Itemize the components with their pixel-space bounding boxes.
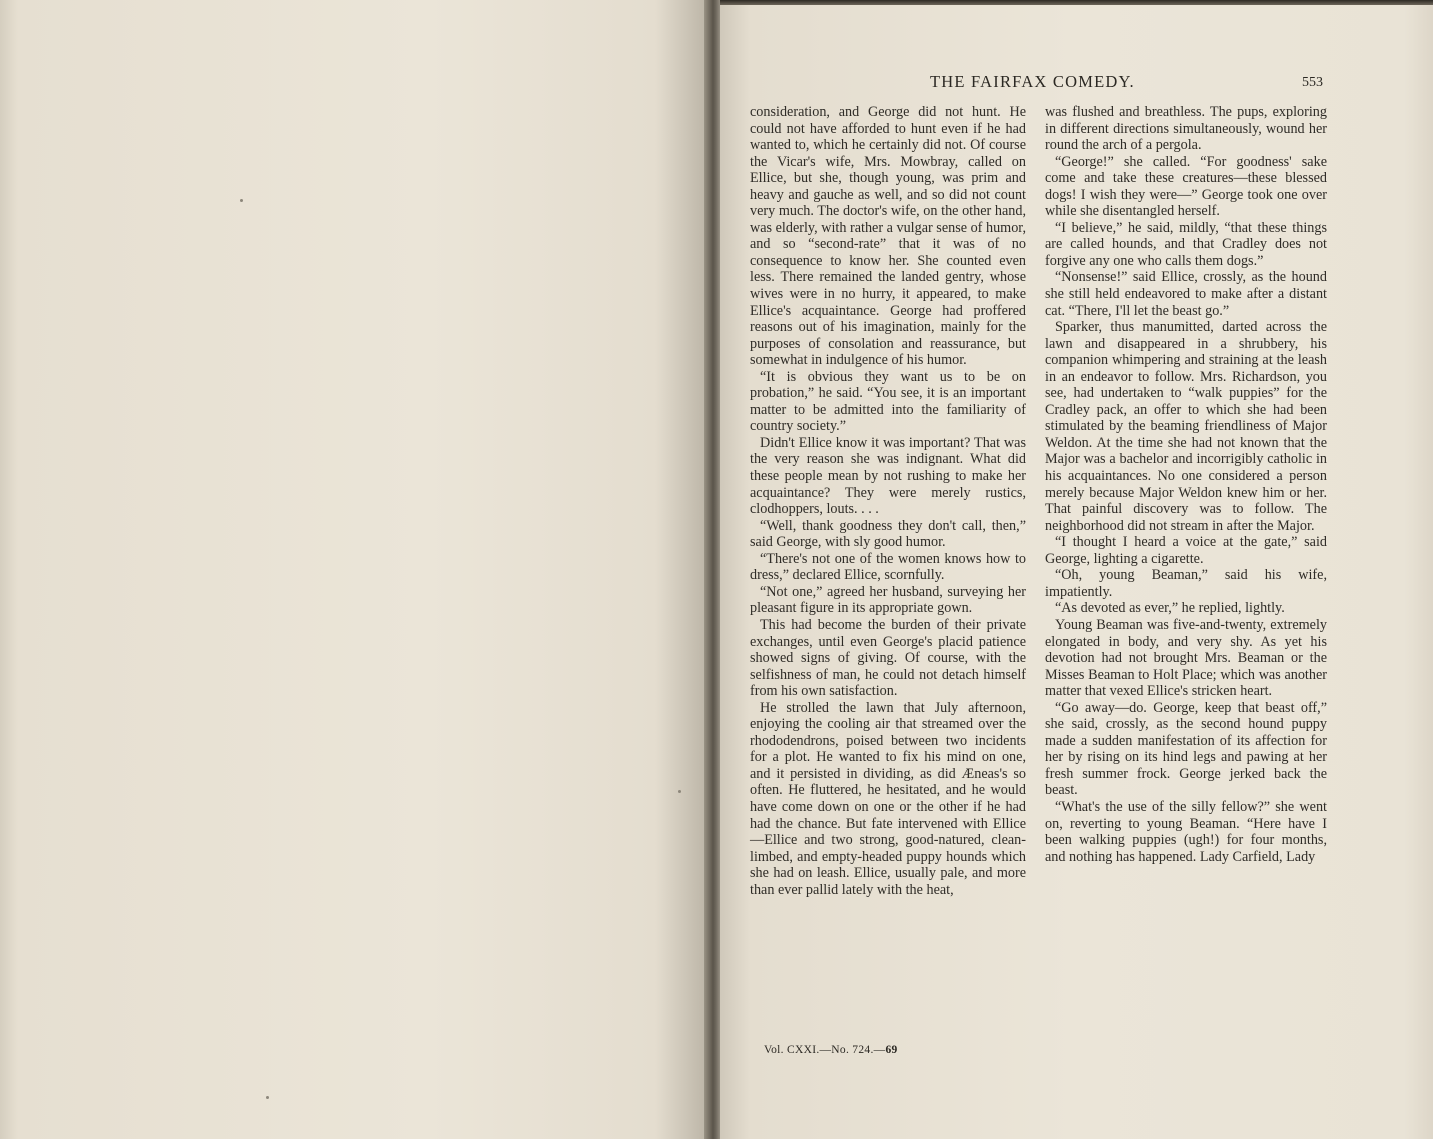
signature-mark: 69	[885, 1044, 898, 1056]
page-top-edge	[720, 0, 1433, 5]
paragraph: “As devoted as ever,” he replied, lightly.	[1055, 600, 1285, 617]
paragraph: “Not one,” agreed her husband, surveying her pleasant figure in its appropriate gown.	[750, 583, 1026, 617]
paragraph: “There's not one of the women knows how to dress,” declared Ellice, scornfully.	[750, 550, 1026, 584]
paragraph: Young Beaman was five-and-twenty, extremely elongated in body, and very shy. As yet his devotion had not brought Mrs. Beaman or the Misses Beaman to Holt Place; which was another matter that vexed Ellice's stricken heart.	[1045, 616, 1327, 700]
paragraph: “Oh, young Beaman,” said his wife, impatiently.	[1045, 567, 1327, 600]
paragraph: consideration, and George did not hunt. He could not have afforded to hunt even if he had wanted to, which he certainly did not. Of course the Vicar's wife, Mrs. Mowbray, called on Ellice, but she, though young, was prim and heavy and gauche as well, and so did not count very much. The doctor's wife, on the other hand, was elderly, with rather a vulgar sense of humor, and so “second-rate” that it was of no consequence to know her. She counted even less. There remained the landed gentry, whose wives were in no hurry, it appeared, to make Ellice's acquaintance. George had proffered reasons out of his imagination, mainly for the purposes of consolation and reassurance, but somewhat in indulgence of his humor.	[750, 104, 1026, 369]
paper-speck	[266, 1096, 269, 1099]
paper-speck	[678, 790, 681, 793]
paragraph: “George!” she called. “For goodness' sake come and take these creatures—these blessed dogs! I wish they were—” George took one over while she disentangled herself.	[1045, 153, 1327, 220]
volume-number: Vol. CXXI.—No. 724.—	[764, 1044, 886, 1056]
left-page-blank	[0, 0, 712, 1139]
paper-speck	[240, 199, 243, 202]
signature-line	[764, 1044, 898, 1056]
paragraph: Didn't Ellice know it was important? That was the very reason she was indignant. What did these people mean by not rushing to make her acquaintance? They were merely rustics, clodhoppers, louts. . . .	[750, 434, 1026, 518]
paragraph: “What's the use of the silly fellow?” she went on, reverting to young Beaman. “Here have I been walking puppies (ugh!) for four months, and nothing has happened. Lady Carfield, Lady	[1045, 798, 1327, 865]
paragraph: Sparker, thus manumitted, darted across the lawn and disappeared in a shrubbery, his companion whimpering and straining at the leash in an endeavor to follow. Mrs. Richardson, you see, had undertaken to “walk puppies” for the Cradley pack, an offer to which she had been stimulated by the beaming friendliness of Major Weldon. At the time she had not known that the Major was a bachelor and incorrigibly catholic in his acquaintances. No one considered a person merely because Major Weldon knew him or her. That painful discovery was to follow. The neighborhood did not stream in after the Major.	[1045, 319, 1327, 534]
paragraph: “Well, thank goodness they don't call, then,” said George, with sly good humor.	[750, 517, 1026, 551]
running-title: THE FAIRFAX COMEDY.	[930, 72, 1135, 91]
text-column-right	[1045, 104, 1327, 865]
paragraph: “Go away—do. George, keep that beast off,” she said, crossly, as the second hound puppy made a sudden manifestation of its affection for her by rising on its hind legs and pawing at her fresh summer frock. George jerked back the beast.	[1045, 699, 1327, 799]
text-column-left	[750, 104, 1026, 898]
page-number: 553	[1302, 75, 1323, 90]
paragraph: “I believe,” he said, mildly, “that these things are called hounds, and that Cradley does not forgive any one who calls them dogs.”	[1045, 219, 1327, 269]
paragraph: This had become the burden of their private exchanges, until even George's placid patience showed signs of giving. Of course, with the selfishness of man, he could not detach himself from his own satisfaction.	[750, 616, 1026, 700]
paragraph: “It is obvious they want us to be on probation,” he said. “You see, it is an important matter to be admitted into the familiarity of country society.”	[750, 368, 1026, 435]
paragraph: “I thought I heard a voice at the gate,” said George, lighting a cigarette.	[1045, 534, 1327, 567]
paragraph: was flushed and breathless. The pups, exploring in different directions simultaneously, wound her round the arch of a pergola.	[1045, 104, 1327, 154]
paragraph: “Nonsense!” said Ellice, crossly, as the hound she still held endeavored to make after a distant cat. “There, I'll let the beast go.”	[1045, 269, 1327, 319]
paragraph: He strolled the lawn that July afternoon, enjoying the cooling air that streamed over the rhododendrons, poised between two incidents for a plot. He wanted to fix his mind on one, and it persisted in dividing, as did Æneas's so often. He fluttered, he hesitated, and he would have come down on one or the other if he had had the chance. But fate intervened with Ellice—Ellice and two strong, good-natured, clean-limbed, and empty-headed puppy hounds which she had on leash. Ellice, usually pale, and more than ever pallid lately with the heat,	[750, 699, 1026, 898]
